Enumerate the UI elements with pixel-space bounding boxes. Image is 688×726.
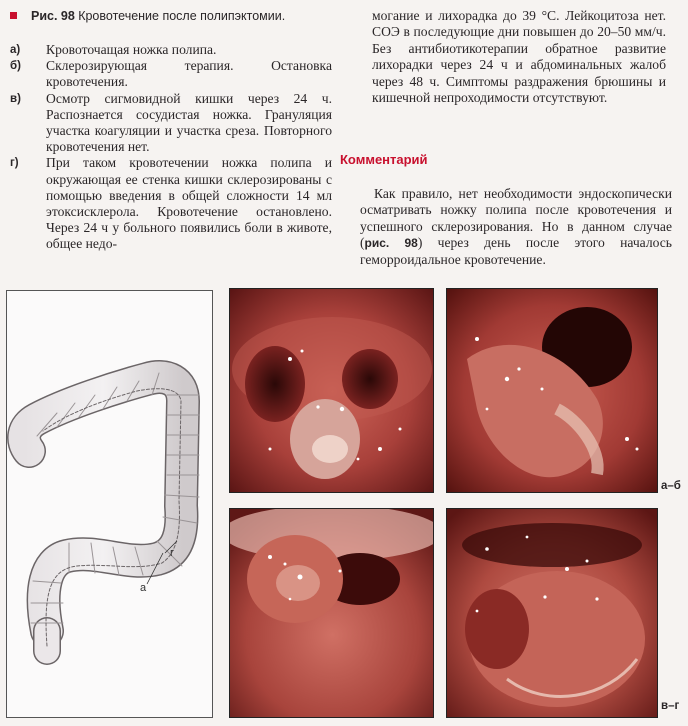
endoscopy-photo-g (446, 508, 658, 718)
caption-item-a (10, 42, 332, 58)
comment-text-before: Как правило, нет необходимости эндоскопически осматривать ножку полипа после кровотечения и успешного склерозирования. Но в данном случае ( (360, 186, 672, 251)
red-square-bullet-icon (10, 12, 17, 19)
colon-diagram (6, 290, 213, 718)
figure-label: Рис. 98 (31, 9, 75, 23)
photo-label-ab: а–б (661, 480, 681, 492)
figure-title: Кровотечение после полипэктомии. (78, 9, 286, 23)
colon-illustration (7, 291, 214, 719)
diagram-label-a: а (140, 582, 147, 594)
diagram-label-g: г (170, 547, 175, 559)
comment-heading: Комментарий (340, 152, 428, 167)
continuation-paragraph: могание и лихорадка до 39 °С. Лейкоцитоза нет. СОЭ в последующие дни повышен до 20–50 мм/ч. Без антибиотикотерапии обратное развитие лихорадки через 24 ч и абдоминальных жалоб через 48 ч. Симптомы раздражения брюшины и кишечной непроходимости отсутствуют. (372, 8, 666, 106)
endoscopy-photo-v (229, 508, 434, 718)
endoscopy-photo-a (229, 288, 434, 493)
item-text: Кровоточащая ножка полипа. (46, 42, 217, 57)
right-column (372, 8, 666, 106)
item-label: а) (10, 44, 21, 56)
caption-item-v (10, 91, 332, 156)
endoscopy-photo-b (446, 288, 658, 493)
comment-text (360, 186, 672, 268)
item-text: Склерозирующая терапия. Остановка кровотечения. (46, 58, 332, 90)
item-label: г) (10, 157, 19, 170)
item-label: б) (10, 60, 21, 73)
item-label: в) (10, 92, 21, 105)
comment-text-after: ) через день после этого началось геморроидальное кровотечение. (360, 235, 672, 267)
caption-item-b (10, 58, 332, 90)
photo-label-vg: в–г (661, 700, 680, 712)
figure-reference: рис. 98 (364, 236, 418, 251)
caption-items (10, 42, 332, 253)
caption-item-g (10, 155, 332, 252)
figure-caption (10, 8, 340, 24)
item-text: При таком кровотечении ножка полипа и окружающая ее стенка кишки склерозированы с помощью введения в общей сложности 14 мл этоксисклерола. Кровотечение остановлено. Через 24 ч у больного появились боли в животе, общее недо- (46, 155, 332, 252)
item-text: Осмотр сигмовидной кишки через 24 ч. Распознается сосудистая ножка. Грануляция участка коагуляции и участка среза. Повторного кровотечения нет. (46, 90, 332, 155)
